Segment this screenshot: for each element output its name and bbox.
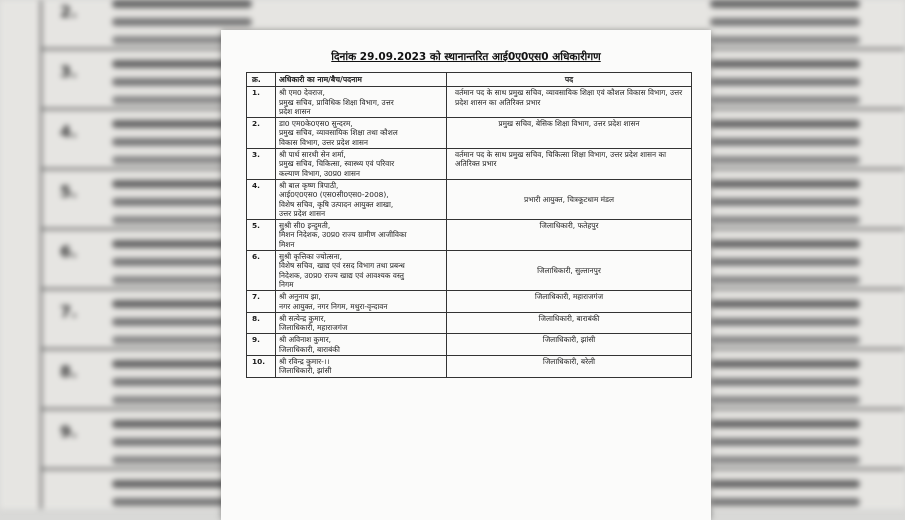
officer-line: सुश्री कृत्तिका ज्योत्सना, (279, 252, 343, 262)
officer-line: डा0 एम0के0एस0 सुन्दरम, (279, 119, 353, 129)
row-post: प्रमुख सचिव, बेसिक शिक्षा विभाग, उत्तर प्रदेश शासन (447, 118, 692, 149)
officer-line: विशेष सचिव, खाद्य एवं रसद विभाग तथा प्रबन्ध (279, 261, 405, 271)
row-officer (276, 291, 447, 313)
row-serial: 10. (247, 356, 276, 378)
row-officer (276, 87, 447, 118)
officer-line: मिशन निदेशक, उ0प्र0 राज्य ग्रामीण आजीविका (279, 230, 407, 240)
row-post: जिलाधिकारी, बाराबंकी (447, 312, 692, 334)
officer-line: श्री सत्येन्द्र कुमार, (279, 313, 326, 323)
row-serial: 3. (247, 149, 276, 180)
officer-line: निगम (279, 279, 294, 289)
blurred-row: 5. (40, 170, 270, 230)
table-row (247, 149, 692, 180)
row-post: प्रभारी आयुक्त, चित्रकूटधाम मंडल (447, 179, 692, 219)
header-officer-name: अधिकारी का नाम/बैच/पदनाम (276, 73, 447, 87)
row-serial: 8. (247, 312, 276, 334)
officer-line: श्री बाल कृष्ण त्रिपाठी, (279, 180, 339, 190)
officer-line: जिलाधिकारी, बाराबंकी (279, 344, 340, 354)
table-row (247, 251, 692, 291)
table-row (247, 179, 692, 219)
blurred-row (700, 350, 905, 410)
blurred-right-column (700, 0, 905, 509)
officer-line: विकास विभाग, उत्तर प्रदेश शासन (279, 137, 369, 147)
officer-line: श्री एम0 देवराज, (279, 88, 325, 98)
table-row (247, 220, 692, 251)
row-officer (276, 149, 447, 180)
row-serial: 9. (247, 334, 276, 356)
row-officer (276, 220, 447, 251)
row-officer (276, 118, 447, 149)
blurred-row (700, 230, 905, 290)
blurred-row: 8. (40, 350, 270, 410)
row-serial: 4. (247, 179, 276, 219)
blurred-row: 6. (40, 230, 270, 290)
header-serial: क्र. (247, 73, 276, 87)
row-post: वर्तमान पद के साथ प्रमुख सचिव, व्यावसायिक शिक्षा एवं कौशल विकास विभाग, उत्तर प्रदेश शासन का अतिरिक्त प्रभार (447, 87, 692, 118)
officer-line: प्रमुख सचिव, व्यावसायिक शिक्षा तथा कौशल (279, 128, 398, 138)
officer-line: प्रमुख सचिव, चिकित्सा, स्वास्थ्य एवं परिवार (279, 159, 395, 169)
table-row (247, 291, 692, 313)
table-row (247, 87, 692, 118)
officer-line: श्री पार्थ सारथी सेन शर्मा, (279, 150, 346, 160)
table-row (247, 334, 692, 356)
row-serial: 2. (247, 118, 276, 149)
row-serial: 7. (247, 291, 276, 313)
blurred-row: 2. (40, 0, 270, 50)
blurred-row (700, 290, 905, 350)
row-post: जिलाधिकारी, बरेली (447, 356, 692, 378)
officer-line: विशेष सचिव, कृषि उत्पादन आयुक्त शाखा, (279, 199, 394, 209)
officer-line: नगर आयुक्त, नगर निगम, मथुरा-वृन्दावन (279, 301, 388, 311)
blurred-row (700, 110, 905, 170)
blurred-row (700, 50, 905, 110)
blurred-row (700, 170, 905, 230)
row-serial: 1. (247, 87, 276, 118)
row-post: जिलाधिकारी, झांसी (447, 334, 692, 356)
officer-line: निदेशक, उ0प्र0 राज्य खाद्य एवं आवश्यक वस्तु (279, 270, 404, 280)
table-row (247, 356, 692, 378)
officer-line: श्री रविन्द्र कुमार-।। (279, 357, 330, 367)
row-officer (276, 334, 447, 356)
officer-line: सुश्री सी0 इन्दुमती, (279, 221, 331, 231)
row-officer (276, 179, 447, 219)
table-header-row (247, 73, 692, 87)
blurred-row (700, 410, 905, 470)
transfer-order-document (221, 30, 711, 520)
officer-line: आई0ए0एस0 (एस0सी0एस0-2008), (279, 190, 389, 200)
officer-line: मिशन (279, 239, 295, 249)
blurred-row: 3. (40, 50, 270, 110)
officer-line: जिलाधिकारी, महाराजगंज (279, 323, 348, 333)
row-post: जिलाधिकारी, महाराजगंज (447, 291, 692, 313)
officer-line: श्री अनुनाय झा, (279, 292, 321, 302)
blurred-row (700, 470, 905, 509)
row-post: जिलाधिकारी, सुल्तानपुर (447, 251, 692, 291)
officer-line: प्रदेश शासन (279, 106, 311, 116)
blurred-row (700, 0, 905, 50)
blurred-row: 7. (40, 290, 270, 350)
table-row (247, 312, 692, 334)
row-serial: 6. (247, 251, 276, 291)
row-serial: 5. (247, 220, 276, 251)
officer-line: जिलाधिकारी, झांसी (279, 366, 332, 376)
table-row (247, 118, 692, 149)
officer-line: प्रमुख सचिव, प्राविधिक शिक्षा विभाग, उत्तर (279, 97, 394, 107)
officer-line: उत्तर प्रदेश शासन (279, 208, 326, 218)
document-title: दिनांक 29.09.2023 को स्थानान्तरित आई0ए0एस0 अधिकारीगण (331, 51, 601, 63)
row-post: जिलाधिकारी, फतेहपुर (447, 220, 692, 251)
row-officer (276, 312, 447, 334)
row-post: वर्तमान पद के साथ प्रमुख सचिव, चिकित्सा शिक्षा विभाग, उत्तर प्रदेश शासन का अतिरिक्त प्रभार (447, 149, 692, 180)
header-post: पद (447, 73, 692, 87)
officer-line: श्री अविनाश कुमार, (279, 335, 331, 345)
row-officer (276, 356, 447, 378)
officer-line: कल्याण विभाग, उ0प्र0 शासन (279, 168, 360, 178)
row-officer (276, 251, 447, 291)
blurred-row: 9. (40, 410, 270, 470)
blurred-row: 4. (40, 110, 270, 170)
transfer-table (246, 72, 692, 378)
